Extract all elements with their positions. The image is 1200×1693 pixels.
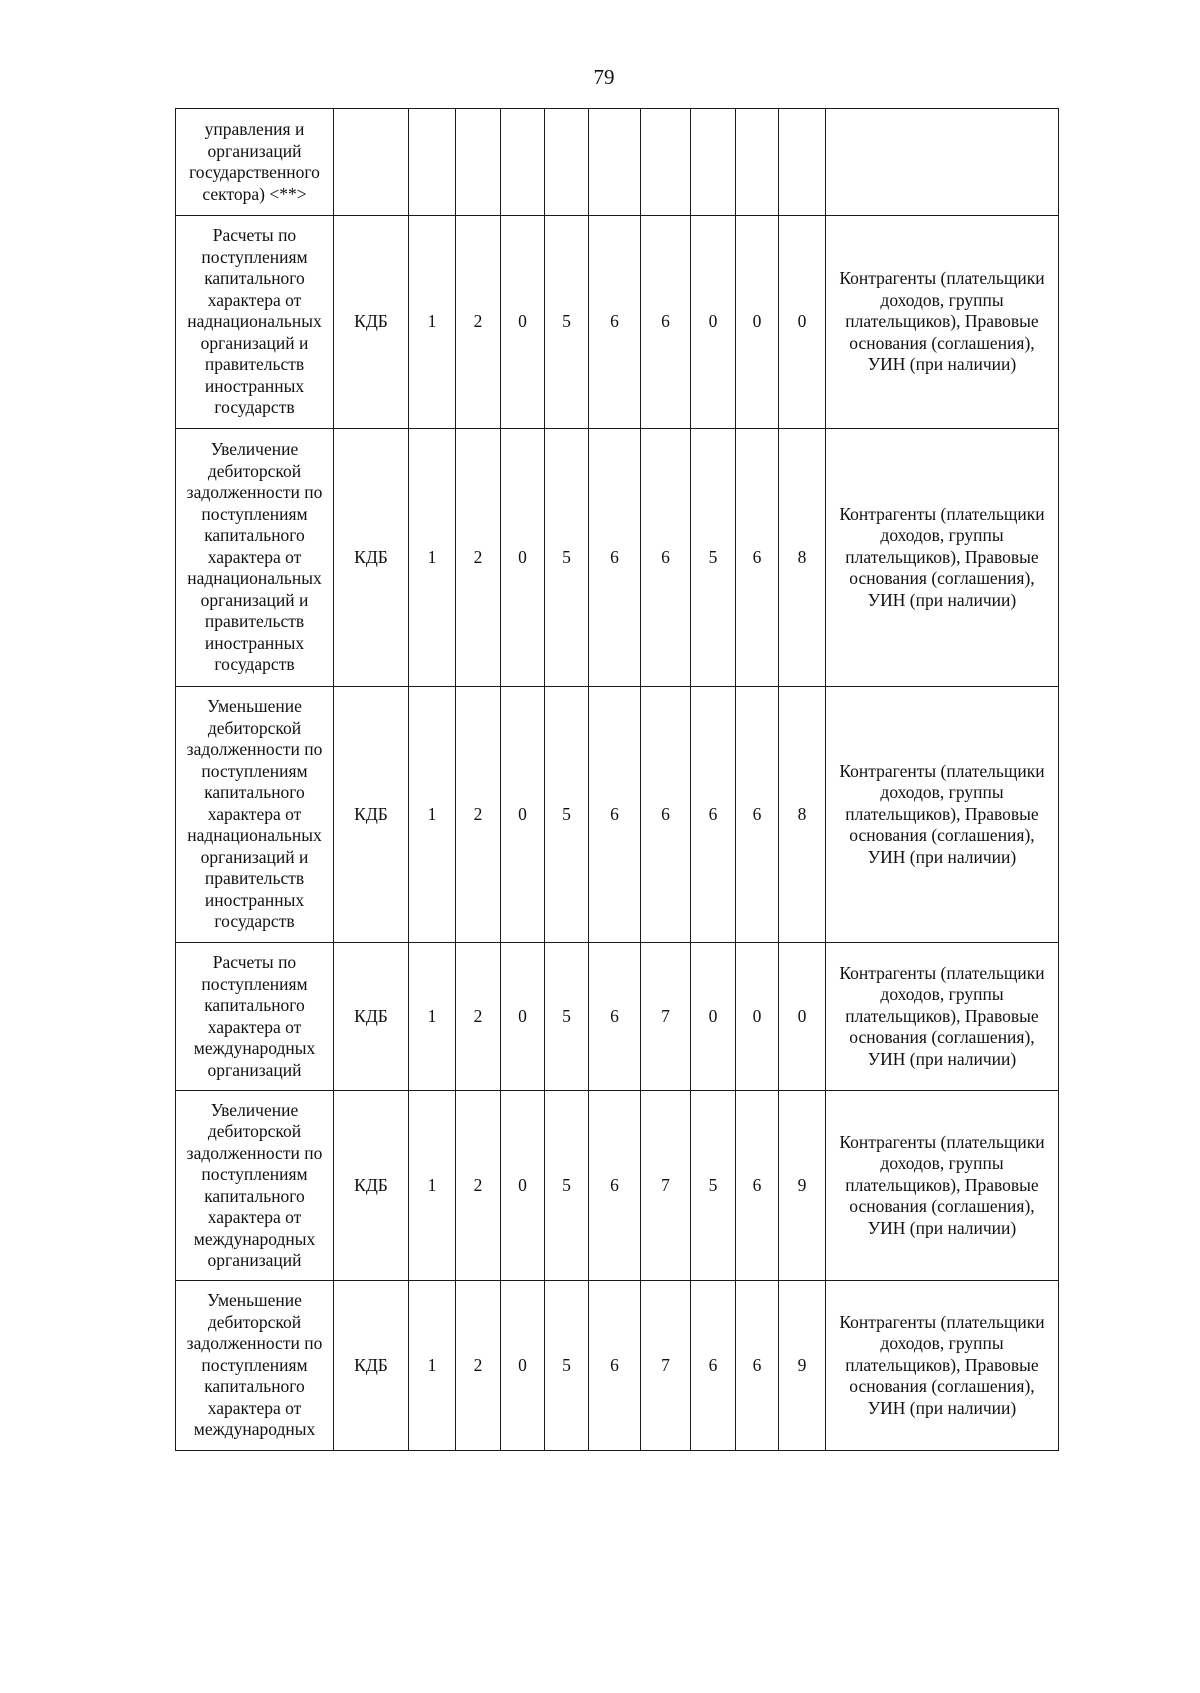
accounts-table [175, 108, 1059, 1451]
code-digit-cell: 6 [641, 216, 691, 429]
code-digit-cell: 1 [409, 216, 456, 429]
code-digit-cell: 6 [736, 1091, 779, 1281]
code-digit-cell: 0 [501, 429, 545, 687]
code-digit-cell: 9 [779, 1281, 826, 1451]
page-number: 79 [593, 65, 615, 89]
code-digit-cell: 5 [545, 429, 589, 687]
analytics-cell [826, 109, 1059, 216]
code-digit-cell: 5 [545, 216, 589, 429]
code-digit-cell: 5 [691, 429, 736, 687]
code-digit-cell: 0 [779, 943, 826, 1091]
code-digit-cell: 6 [641, 687, 691, 943]
account-name-cell: управления и организаций государственного сектора) <**> [176, 109, 334, 216]
code-digit-cell: 7 [641, 1281, 691, 1451]
code-digit-cell: 6 [589, 429, 641, 687]
code-digit-cell: 5 [691, 1091, 736, 1281]
code-digit-cell: 9 [779, 1091, 826, 1281]
code-digit-cell: 0 [501, 1091, 545, 1281]
code-digit-cell: 6 [589, 1091, 641, 1281]
code-digit-cell: 1 [409, 1091, 456, 1281]
code-digit-cell: 2 [456, 1281, 501, 1451]
code-type-cell: КДБ [334, 1281, 409, 1451]
table-row [176, 216, 1059, 429]
code-digit-cell: 7 [641, 943, 691, 1091]
code-digit-cell: 0 [501, 687, 545, 943]
code-digit-cell [545, 109, 589, 216]
code-digit-cell: 6 [691, 1281, 736, 1451]
code-digit-cell: 6 [589, 943, 641, 1091]
code-digit-cell [641, 109, 691, 216]
code-digit-cell: 6 [589, 1281, 641, 1451]
code-digit-cell: 0 [501, 1281, 545, 1451]
analytics-cell: Контрагенты (плательщики доходов, группы плательщиков), Правовые основания (соглашения), УИН (при наличии) [826, 943, 1059, 1091]
code-digit-cell: 5 [545, 1281, 589, 1451]
code-digit-cell: 0 [779, 216, 826, 429]
account-name-cell: Расчеты по поступлениям капитального характера от наднациональных организаций и правительств иностранных государств [176, 216, 334, 429]
code-digit-cell: 0 [501, 943, 545, 1091]
code-digit-cell: 1 [409, 943, 456, 1091]
account-name-cell: Уменьшение дебиторской задолженности по поступлениям капитального характера от наднациональных организаций и правительств иностранных государств [176, 687, 334, 943]
code-digit-cell: 6 [589, 216, 641, 429]
account-name-cell: Расчеты по поступлениям капитального характера от международных организаций [176, 943, 334, 1091]
code-digit-cell: 2 [456, 1091, 501, 1281]
table-row [176, 687, 1059, 943]
code-digit-cell: 5 [545, 943, 589, 1091]
code-type-cell: КДБ [334, 943, 409, 1091]
code-digit-cell [779, 109, 826, 216]
code-digit-cell [456, 109, 501, 216]
analytics-cell: Контрагенты (плательщики доходов, группы плательщиков), Правовые основания (соглашения), УИН (при наличии) [826, 216, 1059, 429]
code-digit-cell: 2 [456, 687, 501, 943]
code-type-cell: КДБ [334, 216, 409, 429]
code-digit-cell: 0 [691, 216, 736, 429]
code-digit-cell [736, 109, 779, 216]
table-row [176, 1281, 1059, 1451]
account-name-cell: Увеличение дебиторской задолженности по поступлениям капитального характера от международных организаций [176, 1091, 334, 1281]
account-name-cell: Уменьшение дебиторской задолженности по поступлениям капитального характера от международных [176, 1281, 334, 1451]
table-row [176, 109, 1059, 216]
code-digit-cell: 6 [736, 687, 779, 943]
code-digit-cell: 0 [691, 943, 736, 1091]
account-name-cell: Увеличение дебиторской задолженности по поступлениям капитального характера от наднациональных организаций и правительств иностранных государств [176, 429, 334, 687]
code-digit-cell: 1 [409, 687, 456, 943]
code-digit-cell: 6 [589, 687, 641, 943]
code-digit-cell: 5 [545, 687, 589, 943]
code-digit-cell: 6 [736, 1281, 779, 1451]
table-row [176, 943, 1059, 1091]
code-digit-cell: 7 [641, 1091, 691, 1281]
analytics-cell: Контрагенты (плательщики доходов, группы плательщиков), Правовые основания (соглашения), УИН (при наличии) [826, 429, 1059, 687]
analytics-cell: Контрагенты (плательщики доходов, группы плательщиков), Правовые основания (соглашения), УИН (при наличии) [826, 687, 1059, 943]
code-digit-cell: 6 [641, 429, 691, 687]
code-digit-cell: 2 [456, 216, 501, 429]
analytics-cell: Контрагенты (плательщики доходов, группы плательщиков), Правовые основания (соглашения), УИН (при наличии) [826, 1281, 1059, 1451]
code-type-cell: КДБ [334, 687, 409, 943]
code-digit-cell [409, 109, 456, 216]
code-digit-cell: 6 [691, 687, 736, 943]
code-digit-cell: 1 [409, 429, 456, 687]
code-digit-cell [501, 109, 545, 216]
code-type-cell: КДБ [334, 1091, 409, 1281]
code-digit-cell: 0 [736, 216, 779, 429]
code-type-cell [334, 109, 409, 216]
code-digit-cell [691, 109, 736, 216]
code-digit-cell: 2 [456, 429, 501, 687]
table-row [176, 429, 1059, 687]
code-digit-cell: 2 [456, 943, 501, 1091]
code-digit-cell: 6 [736, 429, 779, 687]
code-digit-cell: 8 [779, 429, 826, 687]
code-digit-cell: 5 [545, 1091, 589, 1281]
code-digit-cell: 1 [409, 1281, 456, 1451]
table-row [176, 1091, 1059, 1281]
code-digit-cell: 8 [779, 687, 826, 943]
code-digit-cell [589, 109, 641, 216]
code-digit-cell: 0 [736, 943, 779, 1091]
analytics-cell: Контрагенты (плательщики доходов, группы плательщиков), Правовые основания (соглашения), УИН (при наличии) [826, 1091, 1059, 1281]
code-type-cell: КДБ [334, 429, 409, 687]
code-digit-cell: 0 [501, 216, 545, 429]
